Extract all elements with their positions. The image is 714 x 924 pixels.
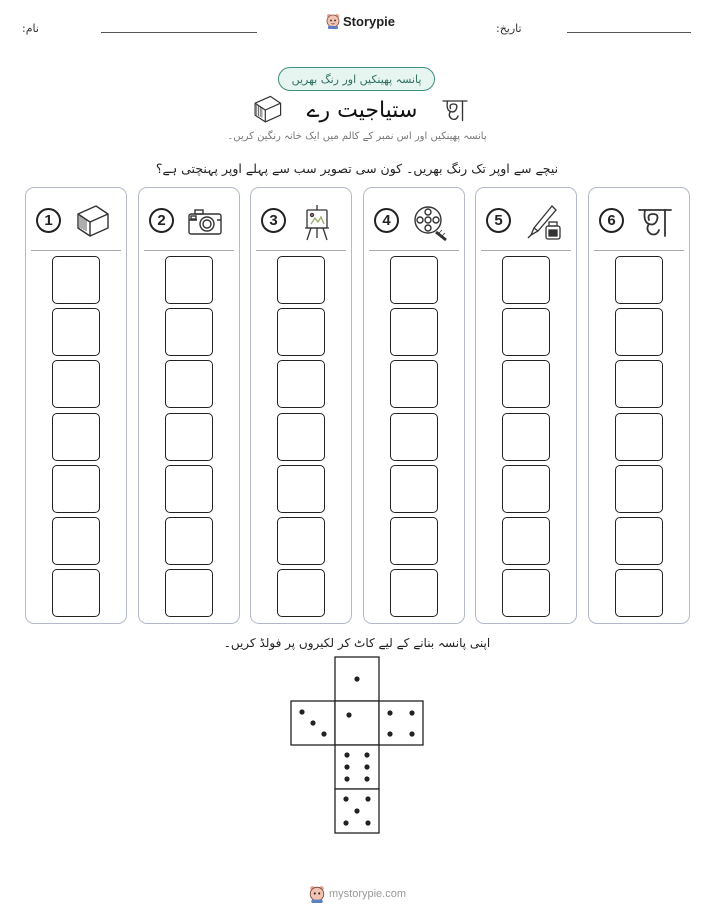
- color-box[interactable]: [615, 413, 663, 461]
- column-divider: [481, 250, 571, 251]
- column-number: 1: [36, 208, 61, 233]
- date-label: تاریخ:: [496, 22, 522, 35]
- activity-pill: پانسہ پھینکیں اور رنگ بھریں: [278, 67, 435, 91]
- color-box[interactable]: [52, 308, 100, 356]
- color-box[interactable]: [277, 517, 325, 565]
- column-5: [475, 187, 577, 624]
- color-box[interactable]: [615, 465, 663, 513]
- color-box[interactable]: [52, 465, 100, 513]
- dice-face-6: [335, 745, 379, 789]
- color-box[interactable]: [52, 360, 100, 408]
- column-divider: [144, 250, 234, 251]
- color-box[interactable]: [502, 465, 550, 513]
- color-box[interactable]: [502, 360, 550, 408]
- color-box[interactable]: [165, 413, 213, 461]
- color-box[interactable]: [615, 569, 663, 617]
- column-number: 3: [261, 208, 286, 233]
- storypie-mascot-icon: [326, 13, 340, 29]
- color-box[interactable]: [502, 517, 550, 565]
- color-box[interactable]: [52, 569, 100, 617]
- dice-net: [290, 656, 425, 836]
- color-box[interactable]: [277, 308, 325, 356]
- book-icon: [72, 202, 112, 242]
- color-box[interactable]: [165, 360, 213, 408]
- column-divider: [256, 250, 346, 251]
- color-box[interactable]: [502, 569, 550, 617]
- column-2: [138, 187, 240, 624]
- color-box[interactable]: [615, 256, 663, 304]
- color-box[interactable]: [165, 569, 213, 617]
- name-label: نام:: [22, 22, 39, 35]
- footer: [309, 885, 406, 903]
- color-box[interactable]: [502, 413, 550, 461]
- column-number: 6: [599, 208, 624, 233]
- bengali-letter-icon: [635, 202, 675, 242]
- dice-face-1-center: [335, 701, 379, 745]
- camera-icon: [185, 202, 225, 242]
- column-3: [250, 187, 352, 624]
- color-box[interactable]: [615, 517, 663, 565]
- color-box[interactable]: [52, 517, 100, 565]
- color-box[interactable]: [615, 360, 663, 408]
- color-box[interactable]: [502, 308, 550, 356]
- color-box[interactable]: [52, 256, 100, 304]
- bengali-letter-icon: [440, 95, 470, 125]
- color-box[interactable]: [390, 465, 438, 513]
- dice-face-4: [379, 701, 423, 745]
- color-box[interactable]: [165, 465, 213, 513]
- film-reel-icon: [410, 202, 450, 242]
- instruction-subtitle: پانسہ پھینکیں اور اس نمبر کے کالم میں ایک خانہ رنگین کریں۔: [227, 131, 487, 142]
- easel-icon: [297, 202, 337, 242]
- column-1: [25, 187, 127, 624]
- color-box[interactable]: [390, 256, 438, 304]
- column-6: [588, 187, 690, 624]
- column-number: 2: [149, 208, 174, 233]
- column-number: 5: [486, 208, 511, 233]
- column-number: 4: [374, 208, 399, 233]
- instruction-question: نیچے سے اوپر تک رنگ بھریں۔ کون سی تصویر سب سے پہلے اوپر پہنچتی ہے؟: [155, 161, 559, 176]
- color-box[interactable]: [165, 517, 213, 565]
- color-box[interactable]: [615, 308, 663, 356]
- column-divider: [594, 250, 684, 251]
- color-box[interactable]: [502, 256, 550, 304]
- color-box[interactable]: [390, 569, 438, 617]
- name-line[interactable]: [101, 32, 257, 33]
- brand-logo: [326, 13, 395, 29]
- color-box[interactable]: [277, 256, 325, 304]
- page-title: ستیاجیت رے: [306, 97, 418, 123]
- book-icon: [250, 93, 284, 127]
- color-box[interactable]: [52, 413, 100, 461]
- color-box[interactable]: [277, 465, 325, 513]
- brand-name: Storypie: [343, 13, 396, 29]
- color-box[interactable]: [390, 360, 438, 408]
- column-4: [363, 187, 465, 624]
- color-box[interactable]: [277, 569, 325, 617]
- color-box[interactable]: [277, 413, 325, 461]
- pen-ink-icon: [522, 202, 562, 242]
- color-box[interactable]: [390, 413, 438, 461]
- color-box[interactable]: [277, 360, 325, 408]
- title-row: [250, 92, 470, 128]
- color-box[interactable]: [390, 308, 438, 356]
- date-line[interactable]: [567, 32, 691, 33]
- color-box[interactable]: [165, 256, 213, 304]
- color-box[interactable]: [390, 517, 438, 565]
- color-box[interactable]: [165, 308, 213, 356]
- column-divider: [369, 250, 459, 251]
- storypie-mascot-icon: [309, 885, 325, 903]
- footer-url[interactable]: mystorypie.com: [329, 888, 407, 900]
- column-divider: [31, 250, 121, 251]
- dice-instruction: اپنی پانسہ بنانے کے لیے کاٹ کر لکیروں پر فولڈ کریں۔: [223, 636, 491, 650]
